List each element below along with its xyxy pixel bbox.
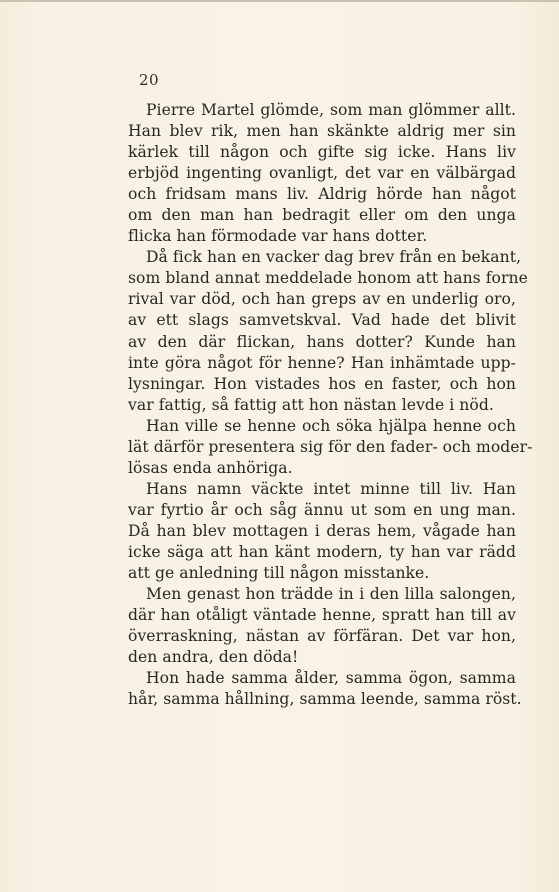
text-line: inte göra något för henne? Han inhämtade upp-: [128, 353, 516, 372]
page-top-edge: [0, 0, 559, 2]
text-line: den andra, den döda!: [128, 648, 299, 667]
text-line: Hans namn väckte intet minne till liv. Han: [146, 479, 516, 498]
text-line: av den där flickan, hans dotter? Kunde han: [128, 332, 516, 351]
text-line: var fattig, så fattig att hon nästan levde i nöd.: [128, 395, 494, 414]
text-line: Men genast hon trädde in i den lilla salongen,: [146, 585, 516, 604]
text-line: lät därför presentera sig för den fader- och moder-: [128, 437, 533, 456]
page-number: 20: [139, 71, 160, 89]
text-line: av ett slags samvetskval. Vad hade det blivit: [128, 311, 516, 330]
text-line: lysningar. Hon vistades hos en faster, och hon: [128, 374, 516, 393]
text-line: var fyrtio år och såg ännu ut som en ung man.: [128, 500, 516, 519]
text-line: om den man han bedragit eller om den unga: [128, 206, 516, 225]
text-line: hår, samma hållning, samma leende, samma röst.: [128, 690, 522, 709]
text-line: lösas enda anhöriga.: [128, 458, 293, 477]
text-line: Då fick han en vacker dag brev från en bekant,: [146, 248, 522, 267]
text-line: där han otåligt väntade henne, spratt han till av: [128, 606, 516, 625]
text-line: Pierre Martel glömde, som man glömmer allt.: [146, 101, 516, 119]
text-line: Då han blev mottagen i deras hem, vågade han: [128, 521, 516, 540]
text-line: kärlek till någon och gifte sig icke. Hans liv: [128, 143, 516, 162]
text-line: Han blev rik, men han skänkte aldrig mer sin: [128, 122, 516, 141]
text-line: som bland annat meddelade honom att hans forne: [128, 269, 528, 288]
text-line: erbjöd ingenting ovanligt, det var en välbärgad: [128, 164, 516, 183]
text-line: och fridsam mans liv. Aldrig hörde han något: [128, 185, 516, 204]
text-line: att ge anledning till någon misstanke.: [128, 564, 430, 583]
text-line: icke säga att han känt modern, ty han var rädd: [128, 542, 516, 561]
text-line: Hon hade samma ålder, samma ögon, samma: [146, 669, 516, 688]
text-line: Han ville se henne och söka hjälpa henne och: [146, 416, 516, 435]
text-line: rival var död, och han greps av en underlig oro,: [128, 290, 516, 309]
text-line: överraskning, nästan av förfäran. Det var hon,: [128, 627, 516, 646]
body-text: [128, 100, 533, 710]
text-line: flicka han förmodade var hans dotter.: [128, 227, 428, 246]
